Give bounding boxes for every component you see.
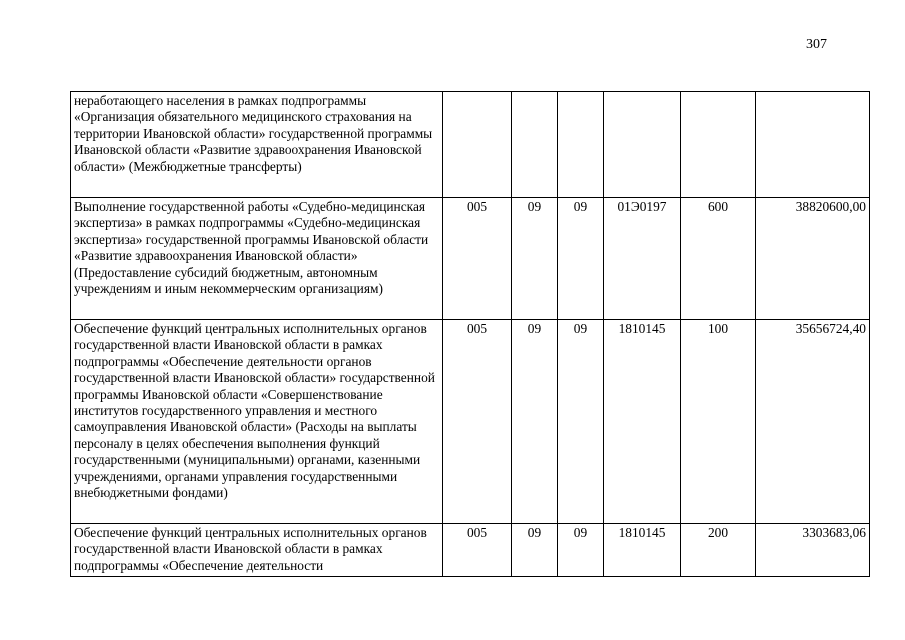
- target-article-code: 01Э0197: [604, 198, 681, 320]
- row-description: Обеспечение функций центральных исполнительных органов государственной власти Ивановской области в рамках подпрограммы «Обеспечение деятельности: [71, 524, 443, 577]
- expense-type-code: 200: [681, 524, 756, 577]
- table-row: [71, 320, 870, 524]
- amount: 3303683,06: [756, 524, 870, 577]
- expense-type-code: 600: [681, 198, 756, 320]
- section-code: 09: [512, 198, 558, 320]
- page-number: 307: [806, 37, 827, 52]
- target-article-code: 1810145: [604, 524, 681, 577]
- table-row: [71, 198, 870, 320]
- ministry-code: 005: [443, 524, 512, 577]
- table-row: [71, 92, 870, 198]
- ministry-code: 005: [443, 198, 512, 320]
- subsection-code: 09: [558, 320, 604, 524]
- amount: 38820600,00: [756, 198, 870, 320]
- amount: 35656724,40: [756, 320, 870, 524]
- section-code: [512, 92, 558, 198]
- row-description: Обеспечение функций центральных исполнительных органов государственной власти Ивановской области в рамках подпрограммы «Обеспечение деятельности органов государственной власти Ивановской области» государственной программы Ивановской области «Совершенствование институтов государственного управления и местного самоуправления Ивановской области» (Расходы на выплаты персоналу в целях обеспечения выполнения функций государственными (муниципальными) органами, казенными учреждениями, органами управления государственными внебюджетными фондами): [71, 320, 443, 524]
- expense-type-code: [681, 92, 756, 198]
- budget-table: [70, 91, 870, 577]
- table-row: [71, 524, 870, 577]
- row-description: Выполнение государственной работы «Судебно-медицинская экспертиза» в рамках подпрограммы «Судебно-медицинская экспертиза» государственной программы Ивановской области «Развитие здравоохранения Ивановской области» (Предоставление субсидий бюджетным, автономным учреждениям и иным некоммерческим организациям): [71, 198, 443, 320]
- row-description: неработающего населения в рамках подпрограммы «Организация обязательного медицинского страхования на территории Ивановской области» государственной программы Ивановской области «Развитие здравоохранения Ивановской области» (Межбюджетные трансферты): [71, 92, 443, 198]
- amount: [756, 92, 870, 198]
- ministry-code: 005: [443, 320, 512, 524]
- subsection-code: [558, 92, 604, 198]
- section-code: 09: [512, 524, 558, 577]
- section-code: 09: [512, 320, 558, 524]
- ministry-code: [443, 92, 512, 198]
- target-article-code: [604, 92, 681, 198]
- target-article-code: 1810145: [604, 320, 681, 524]
- subsection-code: 09: [558, 524, 604, 577]
- expense-type-code: 100: [681, 320, 756, 524]
- subsection-code: 09: [558, 198, 604, 320]
